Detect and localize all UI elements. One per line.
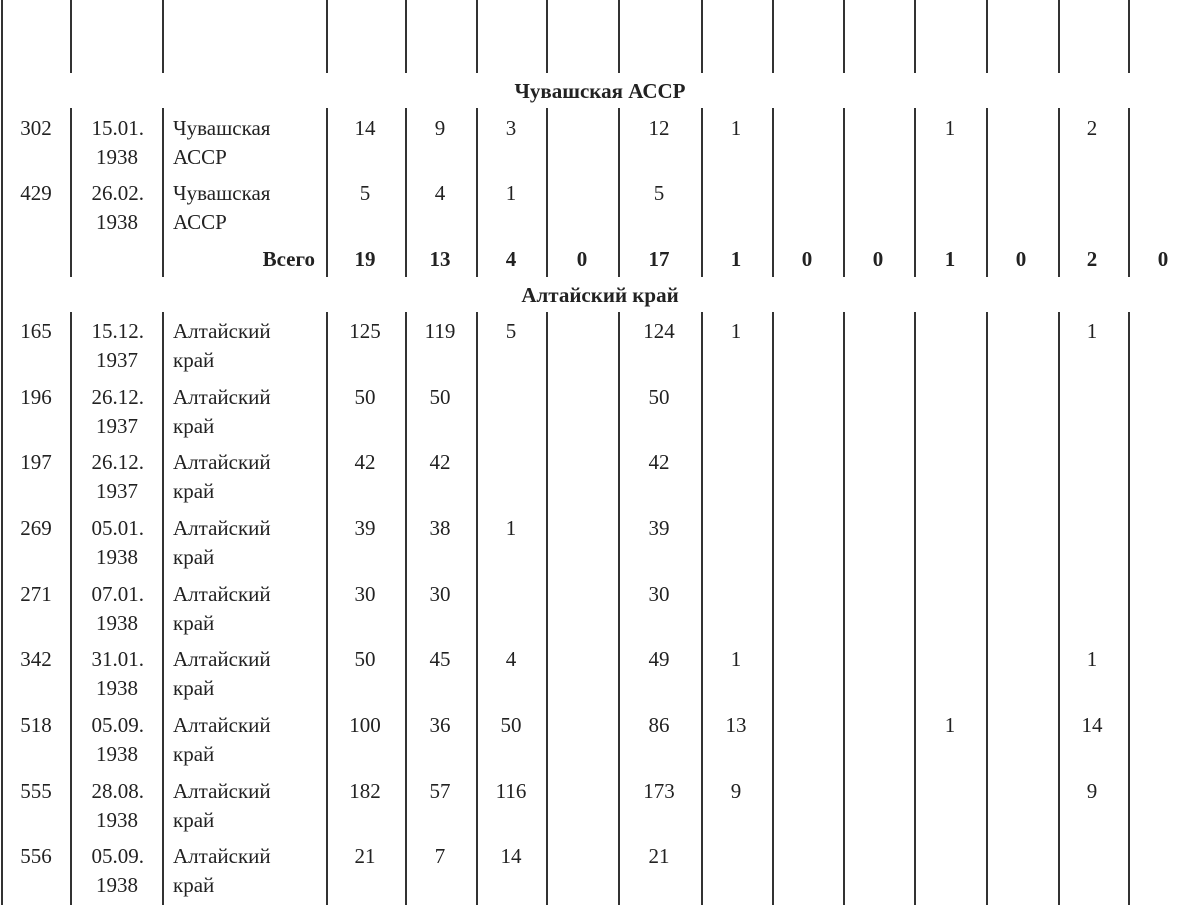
- value-cell: 14: [500, 844, 522, 868]
- column-rule: [914, 312, 916, 905]
- order-date-year: 1937: [96, 348, 138, 372]
- column-rule: [772, 0, 774, 73]
- order-date-day: 26.12.: [91, 450, 144, 474]
- order-date-year: 1938: [96, 611, 138, 635]
- column-rule: [326, 108, 328, 277]
- region-name-cont: край: [173, 808, 215, 832]
- region-name: Чувашская: [173, 181, 271, 205]
- order-date-day: 05.01.: [91, 516, 144, 540]
- value-cell: 5: [359, 181, 371, 205]
- total-value-cell: 0: [872, 247, 884, 271]
- column-rule: [162, 312, 164, 905]
- total-value-cell: 1: [944, 247, 956, 271]
- order-number: 555: [20, 779, 52, 803]
- column-rule: [162, 0, 164, 73]
- section-title: Алтайский край: [521, 283, 679, 307]
- order-date-day: 26.12.: [91, 385, 144, 409]
- value-cell: 182: [349, 779, 381, 803]
- region-name-cont: край: [173, 873, 215, 897]
- column-rule: [701, 0, 703, 73]
- order-number: 429: [20, 181, 52, 205]
- section-title: Чувашская АССР: [514, 79, 686, 103]
- total-value-cell: 1: [730, 247, 742, 271]
- value-cell: 9: [1086, 779, 1098, 803]
- column-rule: [986, 312, 988, 905]
- column-rule: [405, 312, 407, 905]
- column-rule: [914, 0, 916, 73]
- column-rule: [1058, 312, 1060, 905]
- value-cell: 4: [505, 647, 517, 671]
- value-cell: 30: [648, 582, 670, 606]
- value-cell: 1: [505, 181, 517, 205]
- value-cell: 119: [424, 319, 456, 343]
- order-date-day: 26.02.: [91, 181, 144, 205]
- column-rule: [546, 0, 548, 73]
- value-cell: 57: [429, 779, 451, 803]
- order-number: 556: [20, 844, 52, 868]
- total-value-cell: 4: [505, 247, 517, 271]
- order-date-year: 1937: [96, 414, 138, 438]
- value-cell: 1: [1086, 647, 1098, 671]
- value-cell: 21: [354, 844, 376, 868]
- value-cell: 12: [648, 116, 670, 140]
- column-rule: [1128, 0, 1130, 73]
- value-cell: 21: [648, 844, 670, 868]
- value-cell: 2: [1086, 116, 1098, 140]
- region-name: Алтайский: [173, 319, 271, 343]
- column-rule: [476, 0, 478, 73]
- order-date-year: 1938: [96, 808, 138, 832]
- region-name-cont: край: [173, 348, 215, 372]
- value-cell: 116: [495, 779, 527, 803]
- column-rule: [701, 312, 703, 905]
- order-number: 271: [20, 582, 52, 606]
- value-cell: 39: [354, 516, 376, 540]
- column-rule: [70, 312, 72, 905]
- column-rule: [546, 108, 548, 277]
- value-cell: 1: [944, 116, 956, 140]
- value-cell: 14: [1081, 713, 1103, 737]
- region-name-cont: край: [173, 545, 215, 569]
- order-date-year: 1938: [96, 742, 138, 766]
- value-cell: 100: [349, 713, 381, 737]
- region-name-cont: край: [173, 611, 215, 635]
- column-rule: [326, 0, 328, 73]
- value-cell: 1: [1086, 319, 1098, 343]
- column-rule: [701, 108, 703, 277]
- column-rule: [326, 312, 328, 905]
- value-cell: 173: [643, 779, 675, 803]
- value-cell: 49: [648, 647, 670, 671]
- column-rule: [772, 312, 774, 905]
- value-cell: 125: [349, 319, 381, 343]
- value-cell: 50: [500, 713, 522, 737]
- value-cell: 39: [648, 516, 670, 540]
- order-number: 518: [20, 713, 52, 737]
- column-rule: [1128, 312, 1130, 905]
- order-date-year: 1938: [96, 676, 138, 700]
- column-rule: [70, 108, 72, 277]
- total-value-cell: 0: [576, 247, 588, 271]
- order-date-day: 15.01.: [91, 116, 144, 140]
- column-rule: [618, 312, 620, 905]
- total-value-cell: 19: [354, 247, 376, 271]
- column-rule: [476, 108, 478, 277]
- region-name: Алтайский: [173, 516, 271, 540]
- value-cell: 42: [648, 450, 670, 474]
- column-rule: [1058, 108, 1060, 277]
- order-number: 302: [20, 116, 52, 140]
- column-rule: [843, 108, 845, 277]
- total-value-cell: 0: [801, 247, 813, 271]
- order-date-day: 15.12.: [91, 319, 144, 343]
- value-cell: 4: [434, 181, 446, 205]
- region-name-cont: край: [173, 676, 215, 700]
- order-date-day: 07.01.: [91, 582, 144, 606]
- value-cell: 124: [643, 319, 675, 343]
- value-cell: 50: [354, 647, 376, 671]
- order-date-day: 05.09.: [91, 844, 144, 868]
- column-rule: [1128, 108, 1130, 277]
- column-rule: [772, 108, 774, 277]
- order-number: 342: [20, 647, 52, 671]
- column-rule: [546, 312, 548, 905]
- value-cell: 50: [648, 385, 670, 409]
- value-cell: 30: [429, 582, 451, 606]
- total-value-cell: 0: [1157, 247, 1169, 271]
- region-name-cont: край: [173, 742, 215, 766]
- total-label: Всего: [262, 247, 315, 271]
- value-cell: 5: [653, 181, 665, 205]
- total-value-cell: 13: [429, 247, 451, 271]
- value-cell: 9: [434, 116, 446, 140]
- region-name: Алтайский: [173, 844, 271, 868]
- total-value-cell: 2: [1086, 247, 1098, 271]
- value-cell: 13: [725, 713, 747, 737]
- region-name: Алтайский: [173, 647, 271, 671]
- order-date-year: 1938: [96, 145, 138, 169]
- value-cell: 42: [429, 450, 451, 474]
- table-left-border: [1, 0, 3, 905]
- column-rule: [843, 312, 845, 905]
- region-name: Алтайский: [173, 385, 271, 409]
- value-cell: 1: [505, 516, 517, 540]
- region-name-cont: край: [173, 414, 215, 438]
- column-rule: [405, 0, 407, 73]
- total-value-cell: 0: [1015, 247, 1027, 271]
- value-cell: 1: [730, 116, 742, 140]
- total-value-cell: 17: [648, 247, 670, 271]
- column-rule: [618, 108, 620, 277]
- region-name: Алтайский: [173, 450, 271, 474]
- column-rule: [476, 312, 478, 905]
- order-date-year: 1938: [96, 873, 138, 897]
- value-cell: 9: [730, 779, 742, 803]
- column-rule: [986, 108, 988, 277]
- value-cell: 14: [354, 116, 376, 140]
- region-name: Алтайский: [173, 779, 271, 803]
- order-number: 269: [20, 516, 52, 540]
- value-cell: 42: [354, 450, 376, 474]
- order-date-year: 1937: [96, 479, 138, 503]
- region-name: Чувашская: [173, 116, 271, 140]
- value-cell: 38: [429, 516, 451, 540]
- column-rule: [162, 108, 164, 277]
- region-name-cont: край: [173, 479, 215, 503]
- column-rule: [618, 0, 620, 73]
- order-number: 196: [20, 385, 52, 409]
- column-rule: [1058, 0, 1060, 73]
- region-name: Алтайский: [173, 713, 271, 737]
- value-cell: 3: [505, 116, 517, 140]
- region-name-cont: АССР: [173, 145, 227, 169]
- order-date-day: 05.09.: [91, 713, 144, 737]
- value-cell: 86: [648, 713, 670, 737]
- order-date-year: 1938: [96, 545, 138, 569]
- order-date-year: 1938: [96, 210, 138, 234]
- column-rule: [843, 0, 845, 73]
- value-cell: 1: [730, 319, 742, 343]
- value-cell: 50: [429, 385, 451, 409]
- value-cell: 45: [429, 647, 451, 671]
- region-name-cont: АССР: [173, 210, 227, 234]
- value-cell: 50: [354, 385, 376, 409]
- value-cell: 30: [354, 582, 376, 606]
- region-name: Алтайский: [173, 582, 271, 606]
- value-cell: 1: [944, 713, 956, 737]
- column-rule: [986, 0, 988, 73]
- order-number: 197: [20, 450, 52, 474]
- value-cell: 7: [434, 844, 446, 868]
- column-rule: [405, 108, 407, 277]
- order-date-day: 31.01.: [91, 647, 144, 671]
- order-number: 165: [20, 319, 52, 343]
- value-cell: 5: [505, 319, 517, 343]
- value-cell: 1: [730, 647, 742, 671]
- order-date-day: 28.08.: [91, 779, 144, 803]
- column-rule: [914, 108, 916, 277]
- value-cell: 36: [429, 713, 451, 737]
- column-rule: [70, 0, 72, 73]
